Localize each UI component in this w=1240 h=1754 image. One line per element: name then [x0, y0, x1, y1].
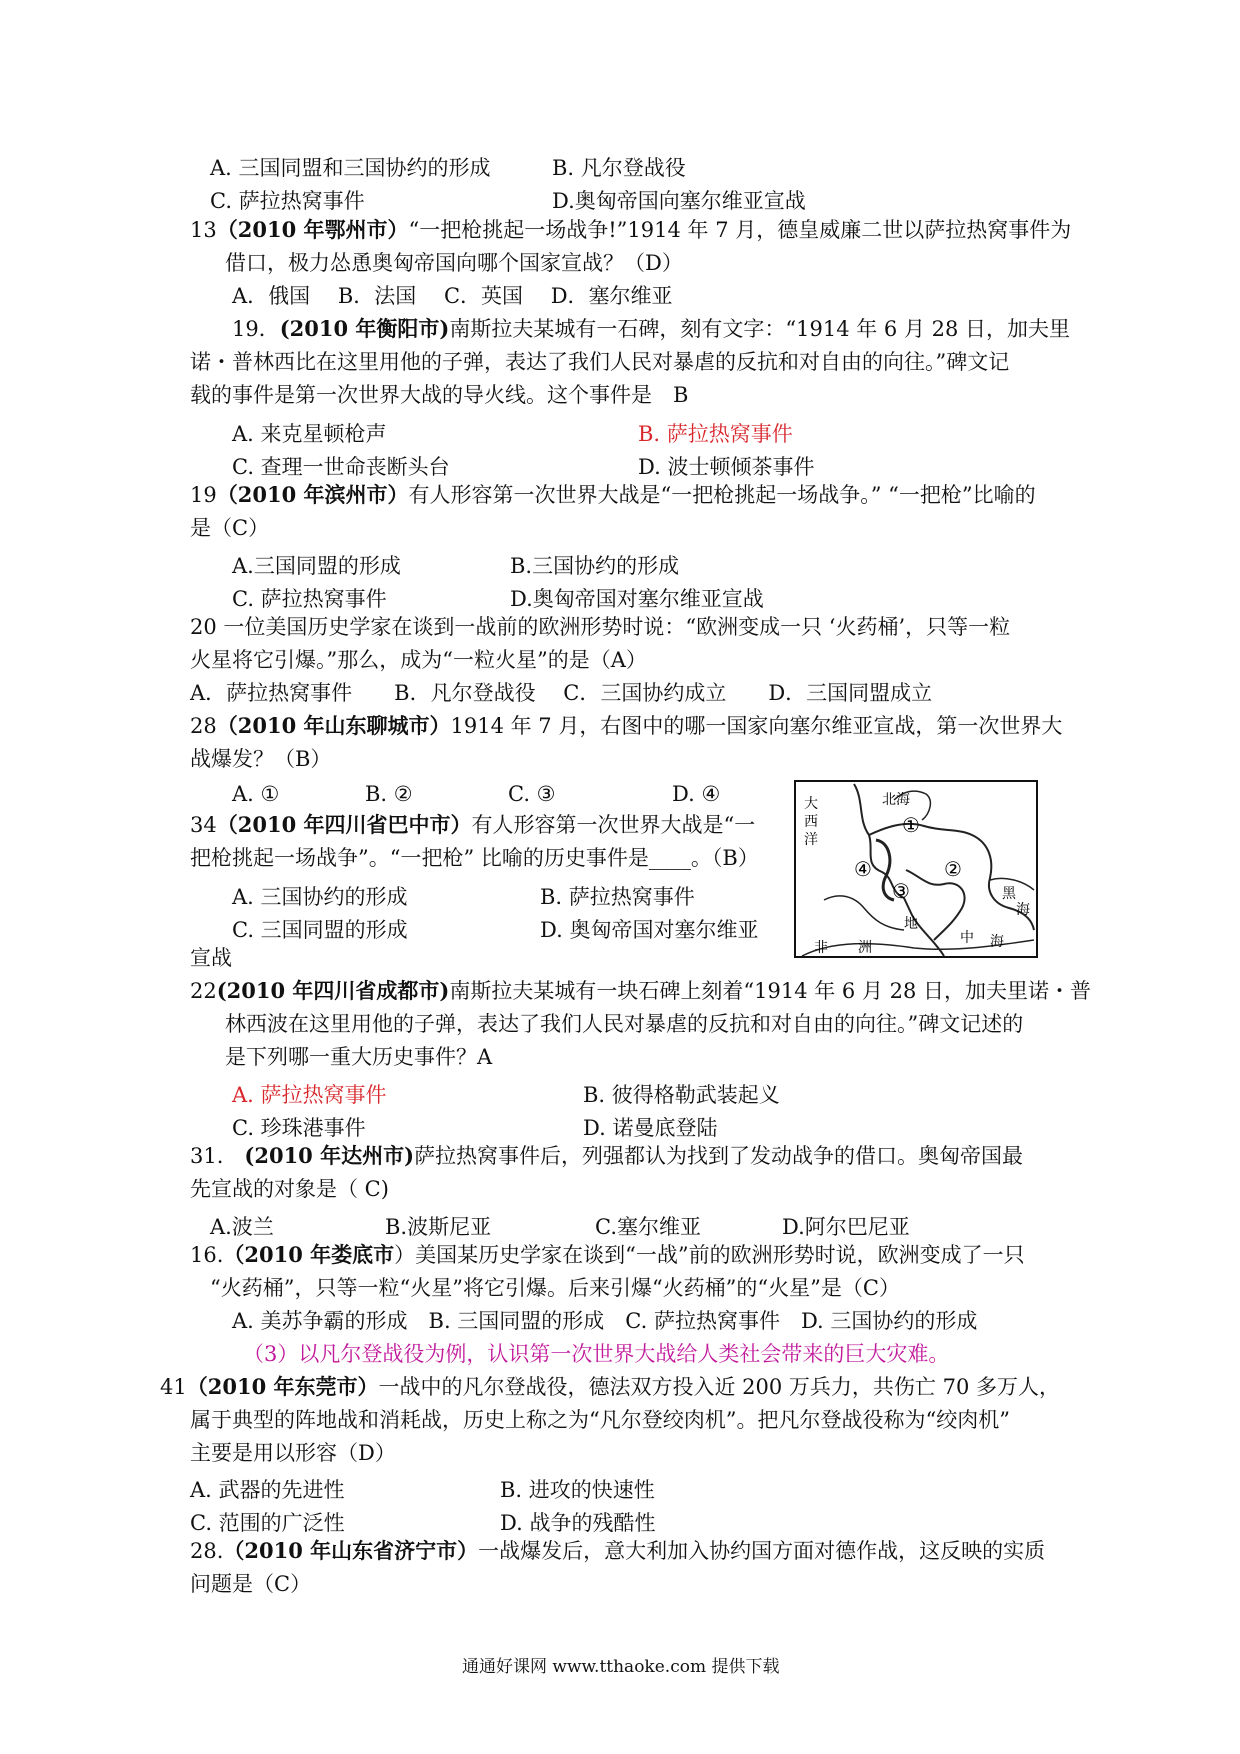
map-label-black-sea-1: 黑	[1002, 886, 1016, 902]
section-heading: （3）以凡尔登战役为例，认识第一次世界大战给人类社会带来的巨大灾难。	[243, 1342, 950, 1366]
q22-line1	[190, 976, 1091, 1006]
q19a-option-a: A. 来克星顿枪声	[232, 422, 387, 446]
q13-options: A．俄国 B．法国 C．英国 D．塞尔维亚	[232, 284, 673, 308]
map-label-black-sea-2: 海	[1016, 902, 1030, 918]
q19a-line3: 载的事件是第一次世界大战的导火线。这个事件是 B	[190, 383, 689, 407]
q41-number: 41	[160, 1375, 187, 1399]
map-label-med-3: 海	[990, 934, 1004, 950]
q22-option-c: C. 珍珠港事件	[232, 1116, 366, 1140]
q34-line1	[190, 810, 755, 840]
q22-number: 22	[190, 979, 217, 1003]
q19a-number: 19．	[232, 317, 280, 341]
q13-line2: 借口，极力怂恿奥匈帝国向哪个国家宣战？（D）	[225, 251, 683, 275]
q16-options: A. 美苏争霸的形成 B. 三国同盟的形成 C. 萨拉热窝事件 D. 三国协约的形成	[232, 1309, 978, 1333]
q31-option-b: B.波斯尼亚	[385, 1215, 492, 1239]
map-label-north-sea: 北海	[882, 792, 910, 808]
q22-option-d: D. 诺曼底登陆	[583, 1116, 718, 1140]
q31-line2: 先宣战的对象是（ C)	[190, 1177, 389, 1201]
q22-source: (2010 年四川省成都市)	[216, 978, 450, 1003]
q41-line3: 主要是用以形容（D）	[190, 1441, 396, 1465]
q34-option-a: A. 三国协约的形成	[232, 885, 408, 909]
q16-line1	[190, 1240, 1025, 1270]
q34-line3: 宣战	[190, 946, 232, 970]
q28b-line1	[190, 1536, 1045, 1566]
map-label-med-1: 地	[904, 916, 918, 932]
q22-option-a: A. 萨拉热窝事件	[232, 1083, 387, 1107]
europe-map-figure	[794, 780, 1038, 958]
q28a-source: （2010 年山东聊城市）	[216, 713, 451, 738]
q19b-line2: 是（C）	[190, 516, 270, 540]
q31-option-a: A.波兰	[210, 1215, 274, 1239]
map-marker-1: ①	[902, 813, 920, 837]
q41-text1: 一战中的凡尔登战役，德法双方投入近 200 万兵力，共伤亡 70 多万人，	[378, 1375, 1061, 1399]
q28b-text1: 一战爆发后，意大利加入协约国方面对德作战，这反映的实质	[478, 1539, 1046, 1563]
q19b-text1: 有人形容第一次世界大战是“一把枪挑起一场战争。” “一把枪”比喻的	[408, 483, 1036, 507]
q34-source: （2010 年四川省巴中市）	[216, 812, 472, 837]
q16-number: 16.	[190, 1243, 224, 1267]
q19b-number: 19	[190, 483, 217, 507]
q41-option-c: C. 范围的广泛性	[190, 1511, 345, 1535]
q34-number: 34	[190, 813, 217, 837]
q22-line3: 是下列哪一重大历史事件？A	[225, 1045, 493, 1069]
q19a-option-b: B. 萨拉热窝事件	[638, 422, 793, 446]
map-marker-3: ③	[892, 879, 910, 903]
q22-line2: 林西波在这里用他的子弹，表达了我们人民对暴虐的反抗和对自由的向往。”碑文记述的	[225, 1012, 1024, 1036]
q28a-line2: 战爆发？（B）	[190, 747, 332, 771]
map-label-atlantic-2: 西	[804, 814, 818, 830]
q41-option-b: B. 进攻的快速性	[500, 1478, 655, 1502]
q31-line1	[190, 1141, 1023, 1171]
q20-line1: 20 一位美国历史学家在谈到一战前的欧洲形势时说：“欧洲变成一只 ‘火药桶’，只等一粒	[190, 615, 1011, 639]
prev-option-c: C. 萨拉热窝事件	[210, 189, 365, 213]
q34-option-c: C. 三国同盟的形成	[232, 918, 408, 942]
q19b-option-c: C. 萨拉热窝事件	[232, 587, 387, 611]
q13-number: 13	[190, 218, 217, 242]
q31-option-c: C.塞尔维亚	[595, 1215, 701, 1239]
q13-source: （2010 年鄂州市）	[216, 217, 409, 242]
q34-option-d: D. 奥匈帝国对塞尔维亚	[540, 918, 759, 942]
q31-text1: 萨拉热窝事件后，列强都认为找到了发动战争的借口。奥匈帝国最	[414, 1144, 1024, 1168]
q41-option-d: D. 战争的残酷性	[500, 1511, 656, 1535]
q28a-text1: 1914 年 7 月，右图中的哪一国家向塞尔维亚宣战，第一次世界大	[450, 714, 1063, 738]
q28b-source: （2010 年山东省济宁市）	[223, 1538, 479, 1563]
prev-option-a: A. 三国同盟和三国协约的形成	[210, 156, 491, 180]
q19b-option-d: D.奥匈帝国对塞尔维亚宣战	[510, 587, 764, 611]
map-marker-2: ②	[944, 857, 962, 881]
prev-option-b: B. 凡尔登战役	[552, 156, 686, 180]
q28a-number: 28	[190, 714, 217, 738]
q19a-text1: 南斯拉夫某城有一石碑，刻有文字：“1914 年 6 月 28 日，加夫里	[449, 317, 1071, 341]
q41-line2: 属于典型的阵地战和消耗战，历史上称之为“凡尔登绞肉机”。把凡尔登战役称为“绞肉机”	[190, 1408, 1010, 1432]
q31-option-d: D.阿尔巴尼亚	[782, 1215, 910, 1239]
q22-option-b: B. 彼得格勒武装起义	[583, 1083, 780, 1107]
q28a-option-d: D. ④	[672, 782, 721, 806]
q16-source: （2010 年娄底市	[223, 1242, 395, 1267]
q13-text1: “一把枪挑起一场战争!”1914 年 7 月，德皇威廉二世以萨拉热窝事件为	[408, 218, 1072, 242]
page-footer: 通通好课网 www.tthaoke.com 提供下载	[462, 1657, 780, 1677]
q19a-line2: 诺・普林西比在这里用他的子弹，表达了我们人民对暴虐的反抗和对自由的向往。”碑文记	[190, 350, 1010, 374]
q41-source: （2010 年东莞市）	[186, 1374, 379, 1399]
q31-source: (2010 年达州市)	[244, 1143, 415, 1168]
map-marker-4: ④	[854, 857, 872, 881]
q16-line2: “火药桶”，只等一粒“火星”将它引爆。后来引爆“火药桶”的“火星”是（C）	[210, 1276, 900, 1300]
map-label-africa-2: 洲	[858, 940, 872, 956]
q41-option-a: A. 武器的先进性	[190, 1478, 345, 1502]
q28b-number: 28.	[190, 1539, 224, 1563]
q19a-option-c: C. 查理一世命丧断头台	[232, 455, 450, 479]
prev-option-d: D.奥匈帝国向塞尔维亚宣战	[552, 189, 806, 213]
q41-line1	[160, 1372, 1060, 1402]
q20-line2: 火星将它引爆。”那么，成为“一粒火星”的是（A）	[190, 648, 647, 672]
map-label-africa-1: 非	[814, 940, 828, 956]
q31-number: 31.	[190, 1144, 245, 1168]
map-label-atlantic-3: 洋	[804, 832, 818, 848]
q22-text1: 南斯拉夫某城有一块石碑上刻着“1914 年 6 月 28 日，加夫里诺・普	[449, 979, 1092, 1003]
q19a-option-d: D. 波士顿倾茶事件	[638, 455, 815, 479]
q34-text1: 有人形容第一次世界大战是“一	[471, 813, 756, 837]
q34-option-b: B. 萨拉热窝事件	[540, 885, 695, 909]
q16-text1: ）美国某历史学家在谈到“一战”前的欧洲形势时说，欧洲变成了一只	[394, 1243, 1025, 1267]
q19b-line1	[190, 480, 1036, 510]
q34-line2: 把枪挑起一场战争”。“一把枪” 比喻的历史事件是____。（B）	[190, 846, 759, 870]
map-label-med-2: 中	[960, 930, 974, 946]
q28a-line1	[190, 711, 1062, 741]
q20-options: A．萨拉热窝事件 B．凡尔登战役 C．三国协约成立 D．三国同盟成立	[190, 681, 933, 705]
q19a-source: (2010 年衡阳市)	[279, 316, 450, 341]
q19a-line1	[232, 314, 1070, 344]
map-label-atlantic-1: 大	[804, 796, 818, 812]
q28a-option-b: B. ②	[365, 782, 413, 806]
q19b-source: （2010 年滨州市）	[216, 482, 409, 507]
q19b-option-a: A.三国同盟的形成	[232, 554, 401, 578]
q19b-option-b: B.三国协约的形成	[510, 554, 680, 578]
q28a-option-a: A. ①	[232, 782, 280, 806]
q13-line1	[190, 215, 1071, 245]
q28a-option-c: C. ③	[508, 782, 556, 806]
q28b-line2: 问题是（C）	[190, 1572, 312, 1596]
